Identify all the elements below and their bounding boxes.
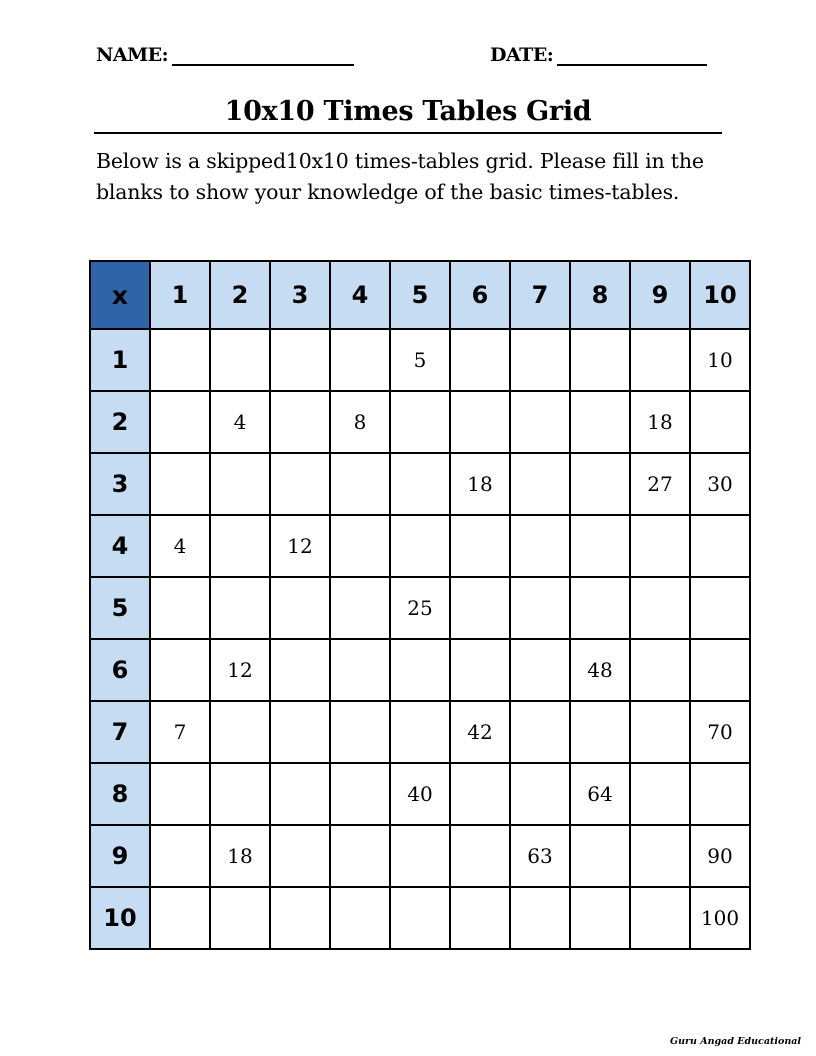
grid-cell[interactable]: [510, 453, 570, 515]
column-header-9: 9: [630, 261, 690, 329]
instructions-text: Below is a skipped10x10 times-tables grid. Please fill in the blanks to show your knowledge of the basic times-tables.: [96, 149, 704, 204]
grid-cell: 5: [390, 329, 450, 391]
grid-cell[interactable]: [510, 329, 570, 391]
grid-cell: 18: [630, 391, 690, 453]
grid-cell[interactable]: [450, 763, 510, 825]
grid-cell[interactable]: [510, 887, 570, 949]
grid-cell[interactable]: [570, 577, 630, 639]
grid-cell: 42: [450, 701, 510, 763]
grid-cell[interactable]: [690, 515, 750, 577]
grid-cell[interactable]: [150, 887, 210, 949]
date-label: DATE:: [490, 44, 554, 66]
grid-cell[interactable]: [570, 329, 630, 391]
grid-cell[interactable]: [150, 329, 210, 391]
grid-cell[interactable]: [330, 453, 390, 515]
grid-cell: 12: [210, 639, 270, 701]
grid-cell[interactable]: [210, 887, 270, 949]
grid-cell[interactable]: [510, 577, 570, 639]
grid-cell[interactable]: [630, 763, 690, 825]
grid-row-3: [90, 453, 750, 515]
row-header-5: 5: [90, 577, 150, 639]
grid-header-row: [90, 261, 750, 329]
grid-cell[interactable]: [270, 701, 330, 763]
grid-cell[interactable]: [390, 391, 450, 453]
grid-cell: 18: [210, 825, 270, 887]
row-header-1: 1: [90, 329, 150, 391]
name-label: NAME:: [96, 44, 169, 66]
grid-cell: 90: [690, 825, 750, 887]
grid-cell[interactable]: [630, 639, 690, 701]
name-blank-line[interactable]: [172, 46, 354, 66]
grid-cell: 100: [690, 887, 750, 949]
grid-cell[interactable]: [150, 453, 210, 515]
column-header-3: 3: [270, 261, 330, 329]
grid-cell[interactable]: [270, 391, 330, 453]
row-header-8: 8: [90, 763, 150, 825]
grid-row-6: [90, 639, 750, 701]
column-header-5: 5: [390, 261, 450, 329]
row-header-9: 9: [90, 825, 150, 887]
grid-cell[interactable]: [450, 887, 510, 949]
grid-cell[interactable]: [270, 453, 330, 515]
corner-cell: x: [90, 261, 150, 329]
grid-cell: 27: [630, 453, 690, 515]
grid-cell[interactable]: [150, 639, 210, 701]
grid-cell[interactable]: [210, 453, 270, 515]
column-header-6: 6: [450, 261, 510, 329]
grid-cell: 8: [330, 391, 390, 453]
grid-cell: 30: [690, 453, 750, 515]
grid-cell[interactable]: [630, 515, 690, 577]
grid-cell[interactable]: [510, 515, 570, 577]
grid-cell[interactable]: [270, 825, 330, 887]
grid-cell[interactable]: [210, 515, 270, 577]
grid-cell[interactable]: [570, 825, 630, 887]
grid-cell[interactable]: [570, 391, 630, 453]
grid-cell[interactable]: [570, 701, 630, 763]
grid-row-1: [90, 329, 750, 391]
column-header-2: 2: [210, 261, 270, 329]
grid-cell[interactable]: [690, 639, 750, 701]
grid-cell[interactable]: [330, 577, 390, 639]
grid-cell: 63: [510, 825, 570, 887]
grid-cell[interactable]: [210, 763, 270, 825]
grid-cell[interactable]: [330, 329, 390, 391]
grid-cell[interactable]: [630, 701, 690, 763]
grid-cell[interactable]: [150, 577, 210, 639]
row-header-3: 3: [90, 453, 150, 515]
publisher-credit: Guru Angad Educational: [670, 1036, 802, 1047]
grid-cell[interactable]: [390, 701, 450, 763]
grid-cell: 48: [570, 639, 630, 701]
grid-row-5: [90, 577, 750, 639]
times-table-grid: [89, 260, 751, 950]
grid-cell[interactable]: [570, 887, 630, 949]
grid-cell[interactable]: [390, 887, 450, 949]
row-header-2: 2: [90, 391, 150, 453]
grid-cell[interactable]: [450, 639, 510, 701]
grid-cell[interactable]: [630, 887, 690, 949]
grid-row-9: [90, 825, 750, 887]
grid-cell[interactable]: [390, 515, 450, 577]
grid-cell[interactable]: [330, 825, 390, 887]
grid-cell[interactable]: [510, 763, 570, 825]
grid-cell[interactable]: [270, 887, 330, 949]
grid-cell: 7: [150, 701, 210, 763]
grid-cell[interactable]: [510, 391, 570, 453]
grid-cell[interactable]: [270, 577, 330, 639]
grid-cell[interactable]: [690, 577, 750, 639]
grid-cell: 64: [570, 763, 630, 825]
grid-cell[interactable]: [450, 391, 510, 453]
grid-cell[interactable]: [210, 701, 270, 763]
grid-cell[interactable]: [150, 391, 210, 453]
grid-cell[interactable]: [270, 329, 330, 391]
grid-cell[interactable]: [570, 453, 630, 515]
column-header-8: 8: [570, 261, 630, 329]
grid-cell[interactable]: [690, 763, 750, 825]
grid-cell[interactable]: [210, 577, 270, 639]
grid-cell: 12: [270, 515, 330, 577]
grid-cell[interactable]: [510, 639, 570, 701]
grid-cell[interactable]: [330, 639, 390, 701]
grid-cell[interactable]: [450, 329, 510, 391]
grid-cell: 4: [150, 515, 210, 577]
grid-cell[interactable]: [150, 763, 210, 825]
header-row: [96, 44, 720, 74]
grid-cell[interactable]: [330, 515, 390, 577]
row-header-4: 4: [90, 515, 150, 577]
grid-cell: 18: [450, 453, 510, 515]
grid-cell[interactable]: [450, 577, 510, 639]
grid-cell[interactable]: [330, 701, 390, 763]
grid-cell: 4: [210, 391, 270, 453]
grid-cell[interactable]: [330, 887, 390, 949]
page-title: 10x10 Times Tables Grid: [224, 96, 592, 127]
grid-row-8: [90, 763, 750, 825]
grid-cell[interactable]: [510, 701, 570, 763]
grid-cell[interactable]: [690, 391, 750, 453]
grid-cell[interactable]: [450, 515, 510, 577]
column-header-1: 1: [150, 261, 210, 329]
grid-cell[interactable]: [330, 763, 390, 825]
grid-row-10: [90, 887, 750, 949]
grid-cell[interactable]: [630, 329, 690, 391]
date-blank-line[interactable]: [557, 46, 707, 66]
column-header-10: 10: [690, 261, 750, 329]
grid-cell[interactable]: [210, 329, 270, 391]
grid-cell[interactable]: [450, 825, 510, 887]
grid-row-7: [90, 701, 750, 763]
grid-cell[interactable]: [270, 763, 330, 825]
row-header-7: 7: [90, 701, 150, 763]
row-header-10: 10: [90, 887, 150, 949]
grid-cell: 25: [390, 577, 450, 639]
date-field: [490, 44, 707, 66]
grid-cell: 70: [690, 701, 750, 763]
grid-cell[interactable]: [390, 825, 450, 887]
grid-cell[interactable]: [150, 825, 210, 887]
title-divider: [94, 132, 722, 134]
grid-cell[interactable]: [390, 639, 450, 701]
grid-cell: 10: [690, 329, 750, 391]
column-header-4: 4: [330, 261, 390, 329]
grid-row-4: [90, 515, 750, 577]
grid-cell[interactable]: [630, 577, 690, 639]
grid-cell: 40: [390, 763, 450, 825]
grid-cell[interactable]: [270, 639, 330, 701]
row-header-6: 6: [90, 639, 150, 701]
column-header-7: 7: [510, 261, 570, 329]
grid-cell[interactable]: [630, 825, 690, 887]
grid-cell[interactable]: [570, 515, 630, 577]
grid-row-2: [90, 391, 750, 453]
name-field: [96, 44, 354, 66]
grid-cell[interactable]: [390, 453, 450, 515]
